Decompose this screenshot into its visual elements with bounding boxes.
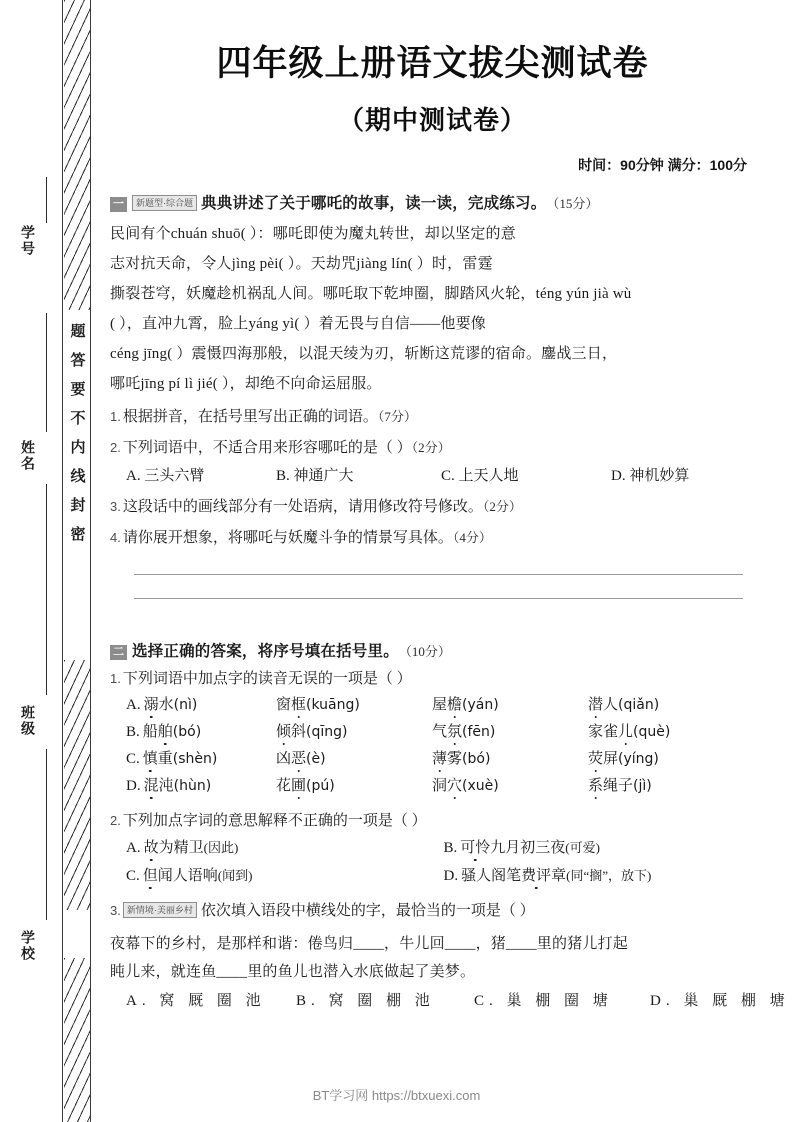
option-a-item2[interactable]: 窗框(kuāng): [276, 697, 360, 713]
field-rule: [46, 812, 47, 920]
option-b[interactable]: B. 神通广大: [276, 468, 354, 484]
section-header-2: [110, 639, 761, 661]
question-text[interactable]: 依次填入语段中横线处的字，最恰当的一项是（ ）: [200, 903, 535, 919]
question-text: 这段话中的画线部分有一处语病，请用修改符号修改。: [122, 499, 483, 515]
passage-line: 夜幕下的乡村，是那样和谐：倦鸟归____，牛儿回____，猪____里的猪儿打起: [110, 936, 629, 952]
option-a[interactable]: A. 故为精卫(因此): [126, 840, 239, 856]
question-text: 根据拼音，在括号里写出正确的词语。: [122, 409, 378, 425]
question-text[interactable]: 下列词语中加点字的读音无误的一项是（ ）: [122, 671, 412, 687]
section-tag: 新题型·综合题: [132, 195, 197, 211]
option-row-a: [126, 692, 761, 719]
field-school: [16, 930, 62, 1050]
option-b-item2[interactable]: 倾斜(qīng): [276, 724, 348, 740]
passage-line: 志对抗天命，令人jìng pèi( ）。天劫咒jiàng lín( ）时，雷霆: [110, 256, 493, 272]
question-2-3-passage: [110, 930, 761, 986]
sealing-band: [0, 0, 96, 1122]
question-number: 3.: [110, 903, 121, 918]
option-b-item3[interactable]: 气氛(fēn): [432, 724, 496, 740]
passage-line: 撕裂苍穹，妖魔趁机祸乱人间。哪吒取下乾坤圈，脚踏风火轮，téng yún jià wù: [110, 286, 632, 302]
option-a-item4[interactable]: 潜人(qiǎn): [588, 697, 660, 713]
option-a[interactable]: A. 溺水(nì): [126, 697, 198, 713]
seal-char: 不: [70, 411, 86, 427]
option-d-item2[interactable]: 花圃(pú): [276, 778, 335, 794]
option-d-item3[interactable]: 洞穴(xuè): [432, 778, 499, 794]
passage-line: 哪吒jīng pí lì jié( ），却绝不向命运屈服。: [110, 376, 382, 392]
question-2-2-options: [126, 834, 761, 890]
option-d-item4[interactable]: 系绳子(jì): [588, 778, 652, 794]
option-c[interactable]: C. 但闻人语响(闻到): [126, 868, 253, 884]
question-1-3: [110, 494, 761, 520]
section-score: （15分）: [546, 196, 599, 211]
option-c-item3[interactable]: 薄雾(bó): [432, 751, 491, 767]
footer-watermark: BT学习网 https://btxuexi.com: [312, 1088, 481, 1103]
seal-vertical-text: [66, 318, 90, 550]
question-1-1: [110, 404, 761, 430]
question-score: （7分）: [377, 409, 417, 424]
option-row-ab: [126, 834, 761, 862]
section-title: 典典讲述了关于哪吒的故事，读一读，完成练习。: [201, 195, 547, 212]
question-number: 2.: [110, 813, 121, 828]
option-a[interactable]: A. 窝 厩 圈 池: [126, 993, 266, 1009]
seal-char: 答: [70, 353, 86, 369]
option-row-cd: [126, 862, 761, 890]
field-rule: [46, 177, 47, 223]
section-number: 二: [110, 645, 127, 660]
option-c-item4[interactable]: 荧屏(yíng): [588, 751, 659, 767]
question-2-3: [110, 898, 761, 924]
option-row-b: [126, 719, 761, 746]
question-number: 2.: [110, 440, 121, 455]
field-label: 姓名: [19, 440, 34, 472]
option-b[interactable]: B. 船舶(bó): [126, 724, 202, 740]
question-number: 1.: [110, 671, 121, 686]
question-2-2: [110, 808, 761, 834]
option-c[interactable]: C. 上天人地: [441, 468, 519, 484]
option-row-d: [126, 773, 761, 800]
option-b-item4[interactable]: 家雀儿(què): [588, 724, 671, 740]
field-rule: [46, 328, 47, 432]
question-1-2: [110, 435, 761, 461]
option-c-item2[interactable]: 凶恶(è): [276, 751, 326, 767]
option-d[interactable]: D. 骚人阁笔费评章(同“搁”，放下): [443, 868, 652, 884]
question-score: （4分）: [452, 530, 492, 545]
seal-hatch-top: [64, 0, 90, 310]
answer-line[interactable]: [134, 574, 743, 575]
question-score: （2分）: [411, 440, 451, 455]
question-1-4: [110, 525, 761, 551]
seal-rule-right: [90, 0, 91, 1122]
option-b[interactable]: B. 窝 圈 棚 池: [296, 993, 435, 1009]
section-number: 一: [110, 197, 127, 212]
question-1-2-options: [126, 463, 761, 489]
passage-line: ( ），直冲九霄，脸上yáng yì( ）着无畏与自信——他要像: [110, 316, 486, 332]
passage-1: [110, 219, 761, 399]
field-label: 班级: [19, 705, 34, 737]
field-class: [16, 705, 62, 825]
page-title: 四年级上册语文拔尖测试卷: [216, 44, 649, 83]
seal-char: 线: [70, 469, 86, 485]
question-number: 1.: [110, 409, 121, 424]
option-c[interactable]: C. 慎重(shèn): [126, 751, 218, 767]
section-title: 选择正确的答案，将序号填在括号里。: [132, 643, 399, 660]
field-label: 学号: [19, 225, 34, 257]
question-score: （2分）: [482, 499, 522, 514]
option-c[interactable]: C. 巢 棚 圈 塘: [474, 993, 613, 1009]
field-label: 学校: [19, 930, 34, 962]
exam-meta: 时间：90分钟 满分：100分: [578, 157, 747, 173]
exam-content: [96, 0, 793, 1122]
question-text: 请你展开想象，将哪吒与妖魔斗争的情景写具体。: [122, 530, 453, 546]
option-b[interactable]: B. 可怜九月初三夜(可爱): [443, 840, 600, 856]
question-2-1: [110, 666, 761, 692]
question-2-1-options: [126, 692, 761, 800]
question-number: 3.: [110, 499, 121, 514]
question-2-3-options: [126, 988, 790, 1014]
question-text[interactable]: 下列加点字词的意思解释不正确的一项是（ ）: [122, 813, 427, 829]
page-subtitle: （期中测试卷）: [337, 105, 527, 135]
field-name: [16, 440, 62, 560]
option-d[interactable]: D. 巢 厩 棚 塘: [650, 993, 790, 1009]
seal-char: 密: [70, 527, 86, 543]
seal-hatch-middle: [64, 660, 90, 910]
passage-line: 盹儿来，就连鱼____里的鱼儿也潜入水底做起了美梦。: [110, 964, 476, 980]
seal-char: 题: [70, 324, 86, 340]
passage-line: 民间有个chuán shuō( ）：哪吒即使为魔丸转世，却以坚定的意: [110, 226, 516, 242]
option-d[interactable]: D. 混沌(hùn): [126, 778, 212, 794]
option-d[interactable]: D. 神机妙算: [611, 468, 690, 484]
field-student-number: [16, 225, 62, 355]
seal-char: 封: [70, 498, 86, 514]
field-rule: [46, 484, 47, 588]
seal-char: 要: [70, 382, 86, 398]
seal-rule-left: [62, 0, 63, 1122]
question-number: 4.: [110, 530, 121, 545]
question-text[interactable]: 下列词语中，不适合用来形容哪吒的是（ ）: [122, 440, 412, 456]
option-a[interactable]: A. 三头六臂: [126, 468, 205, 484]
option-row-c: [126, 746, 761, 773]
section-header-1: [110, 191, 761, 213]
passage-line: céng jīng( ）震慑四海那般，以混天绫为刃，斩断这荒谬的宿命。鏖战三日，: [110, 346, 618, 362]
seal-char: 内: [70, 440, 86, 456]
option-a-item3[interactable]: 屋檐(yán): [432, 697, 499, 713]
question-tag: 新情境·美丽乡村: [123, 902, 197, 918]
field-rule: [46, 585, 47, 695]
section-score: （10分）: [398, 644, 451, 659]
answer-line[interactable]: [134, 598, 743, 599]
